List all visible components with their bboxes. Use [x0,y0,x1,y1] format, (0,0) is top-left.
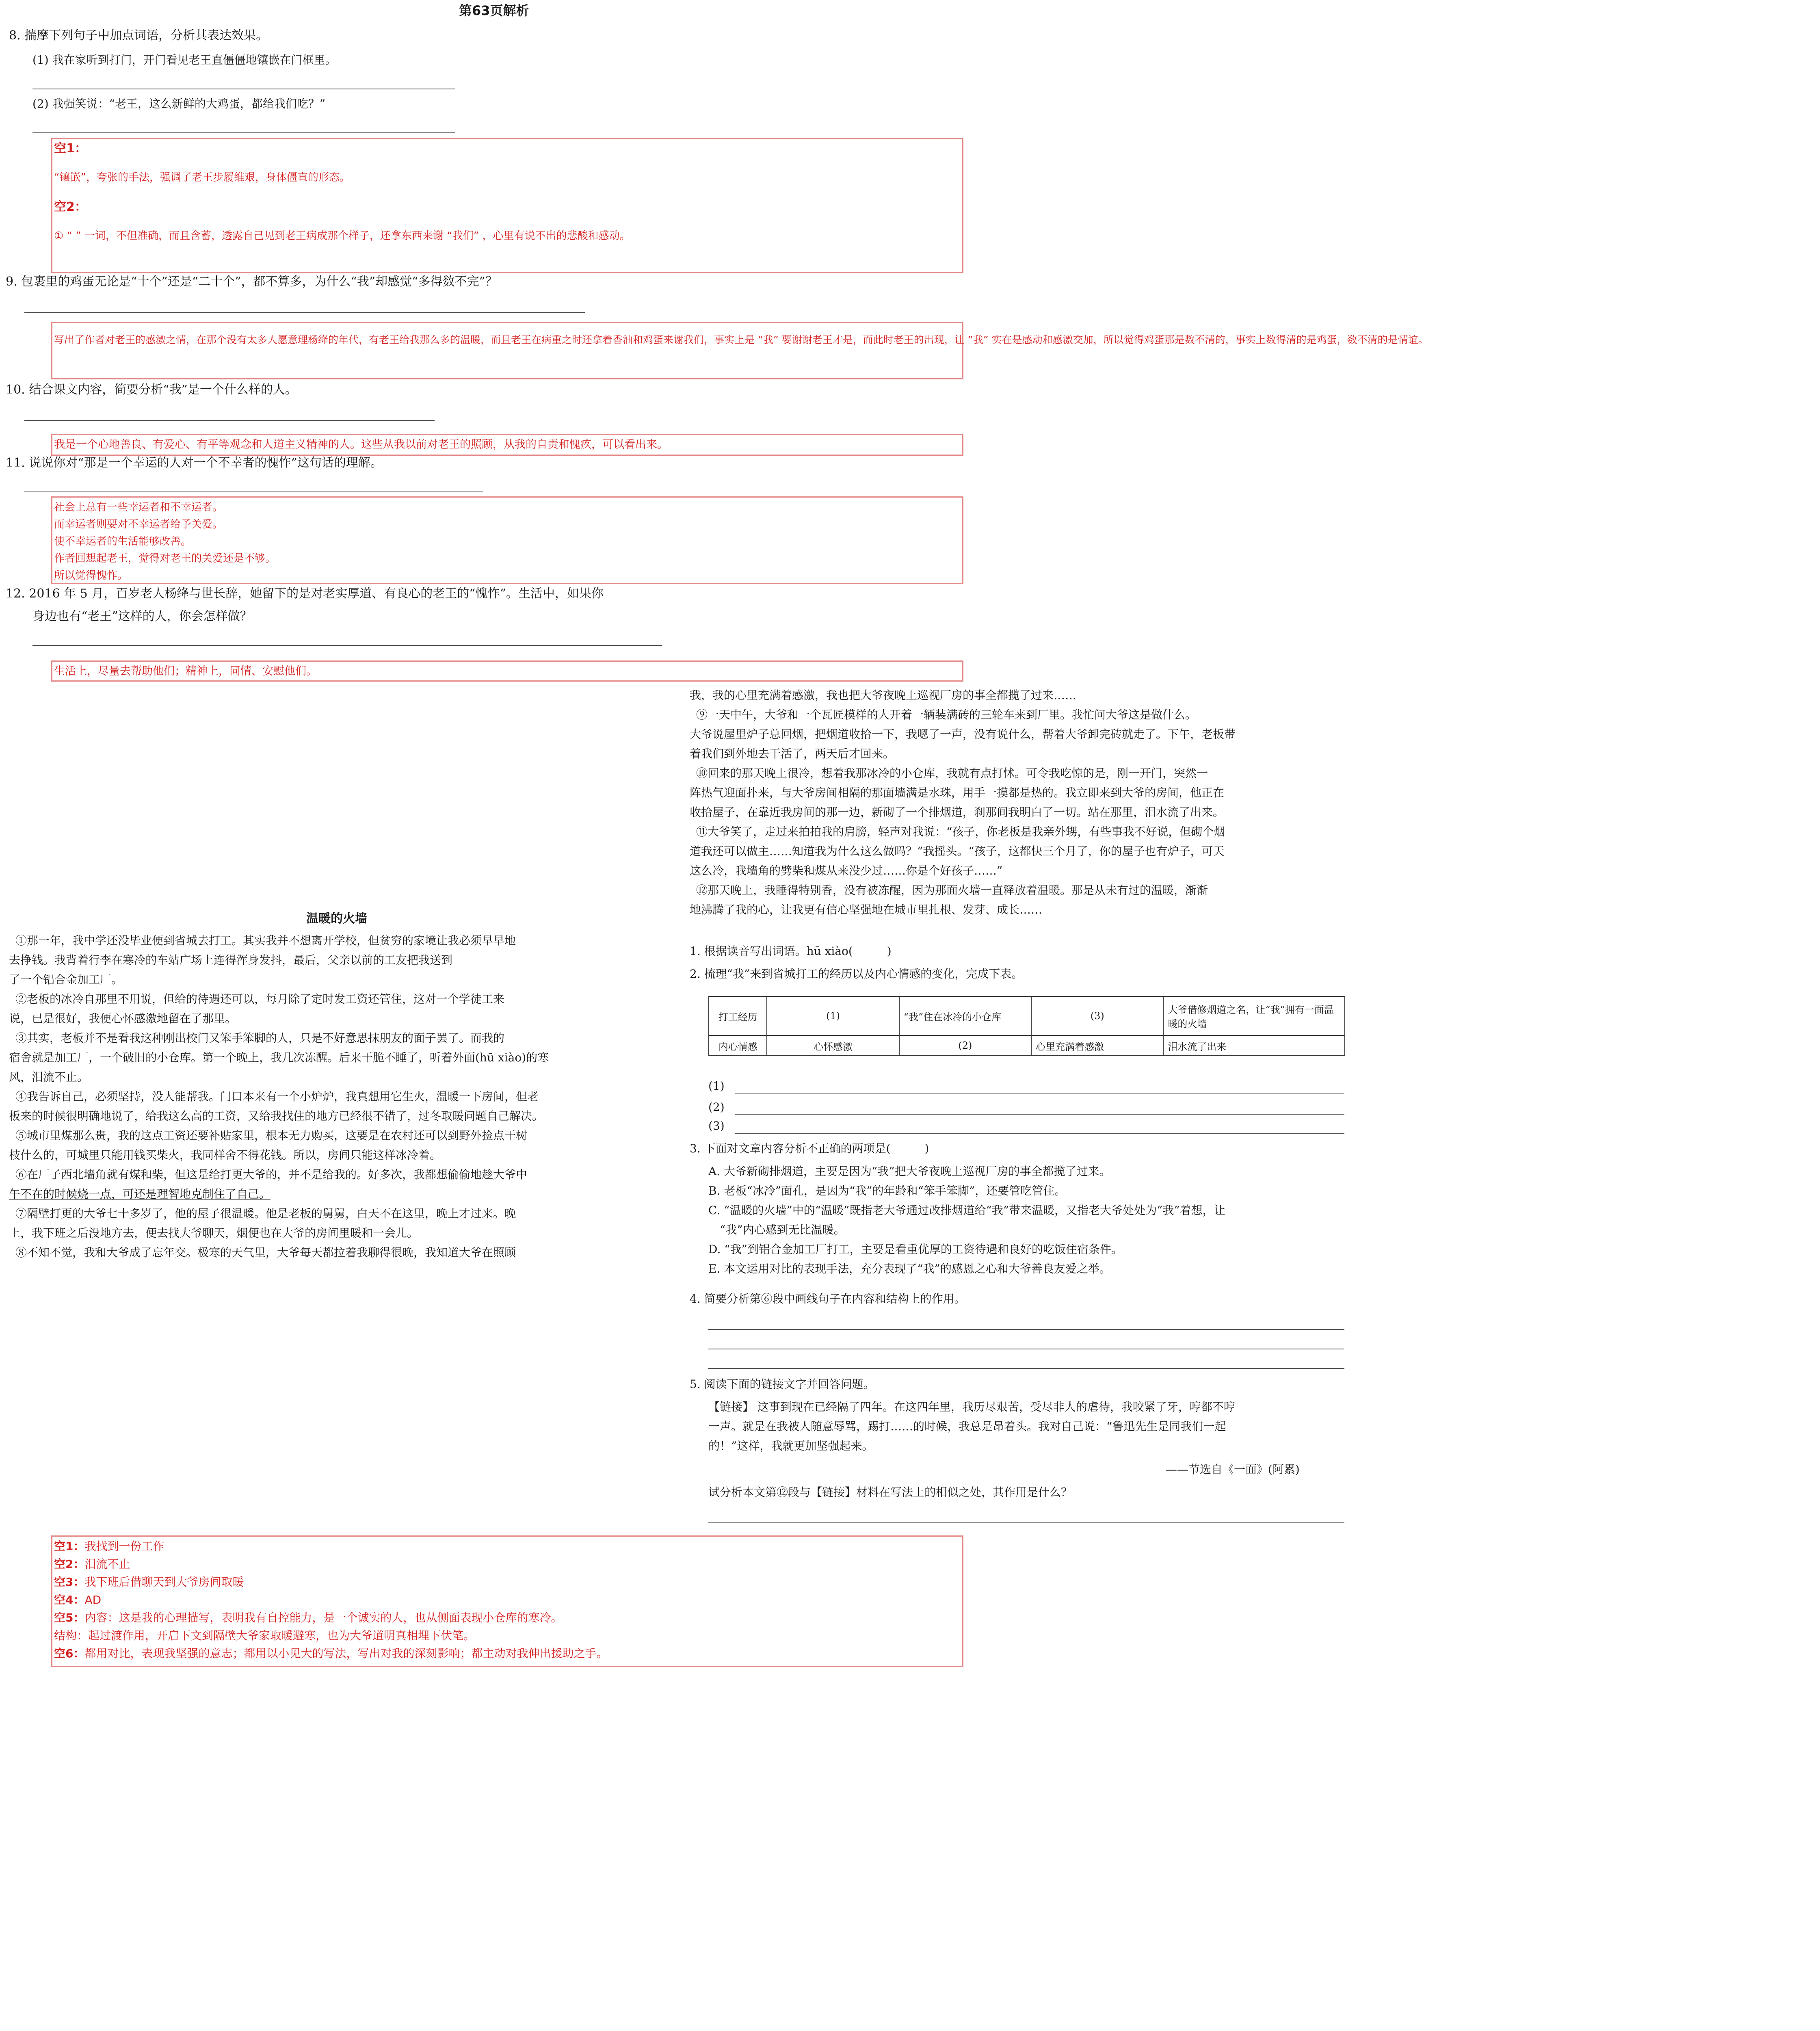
blank-2-answer: ① “ ” 一词，不但准确，而且含蓄，透露自己见到老王病成那个样子，还拿东西来谢 “我们” ，心里有说不出的悲酸和感动。 [54,230,630,242]
link-line: 的！”这样，我就更加坚强起来。 [708,1439,874,1453]
passage-line: 阵热气迎面扑来，与大爷房间相隔的那面墙满是水珠，用手一摸都是热的。我立即来到大爷的房间，他正在 [690,786,1225,799]
table-cell: (2) [899,1035,1031,1056]
passage-line: 这么冷，我墙角的劈柴和煤从来没少过……你是个好孩子……” [690,864,1003,877]
answer-line [24,312,585,313]
passage-line: 地沸腾了我的心，让我更有信心坚强地在城市里扎根、发芽、成长…… [690,903,1043,916]
question-5: 5. 阅读下面的链接文字并回答问题。 [690,1377,875,1391]
q10-stem: 10. 结合课文内容，简要分析“我”是一个什么样的人。 [6,383,297,397]
q11-answer-line: 社会上总有一些幸运者和不幸运者。 [54,501,223,513]
answer-row [54,1645,608,1663]
answer-line [735,1133,1344,1134]
answer-text: 泪流不止 [84,1557,130,1571]
table-cell: 大爷借修烟道之名，让“我”拥有一面温暖的火墙 [1163,996,1345,1035]
question-4: 4. 简要分析第⑥段中画线句子在内容和结构上的作用。 [690,1292,966,1306]
table-blank-3: (3) [708,1119,725,1132]
answer-text: 我下班后借聊天到大爷房间取暖 [84,1575,244,1589]
answer-line [24,420,435,421]
option-a: A. 大爷新砌排烟道，主要是因为“我”把大爷夜晚上巡视厂房的事全都揽了过来。 [708,1165,1111,1178]
answer-text: 内容：这是我的心理描写，表明我有自控能力，是一个诚实的人，也从侧面表现小仓库的寒冷。 [84,1611,563,1624]
table-blank-2: (2) [708,1100,725,1114]
answer-text: 都用对比，表现我坚强的意志；都用以小见大的写法，写出对我的深刻影响；都主动对我伸出援助之手。 [84,1647,608,1660]
passage-line: 着我们到外地去干活了，两天后才回来。 [690,747,895,760]
passage-line: ①那一年，我中学还没毕业便到省城去打工。其实我并不想离开学校，但贫穷的家境让我必须早早地 [15,934,516,947]
passage-line: ②老板的冰冷自那里不用说，但给的待遇还可以，每月除了定时发工资还管住，这对一个学徒工来 [15,992,505,1006]
passage-line: ④我告诉自己，必须坚持，没人能帮我。门口本来有一个小炉炉，我真想用它生火，温暖一下房间，但老 [15,1090,539,1103]
option-e: E. 本文运用对比的表现手法，充分表现了“我”的感恩之心和大爷善良友爱之举。 [708,1262,1111,1275]
q12-stem-line-2: 身边也有“老王”这样的人，你会怎样做？ [32,609,252,624]
passage-line: ⑤城市里煤那么贵，我的这点工资还要补贴家里，根本无力购买，这要是在农村还可以到野外捡点干树 [15,1129,528,1142]
q9-answer: 写出了作者对老王的感激之情，在那个没有太多人愿意理杨绛的年代，有老王给我那么多的温暖，而且老王在病重之时还拿着香油和鸡蛋来谢我们，事实上是 “我” 要谢谢老王才是，而此时老王的出现，让 “我” 实在是感动和感激交加，所以觉得鸡蛋那是数不清的，事实上数得清的是鸡蛋，数不清的是情谊。 [54,334,1428,346]
passage-line: ⑥在厂子西北墙角就有煤和柴，但这是给打更大爷的，并不是给我的。好多次，我都想偷偷地趁大爷中 [15,1168,528,1181]
answer-label: 空2： [54,1557,85,1571]
question-3-options [708,1162,1225,1279]
answer-label: 空1： [54,1539,85,1553]
question-2: 2. 梳理“我”来到省城打工的经历以及内心情感的变化，完成下表。 [690,967,1023,981]
answer-row [54,1537,164,1555]
passage-line: 大爷说屋里炉子总回烟，把烟道收拾一下，我嗯了一声，没有说什么，帮着大爷卸完砖就走了。下午，老板带 [690,728,1236,741]
q11-answer-box [51,496,963,584]
question-1: 1. 根据读音写出词语。hū xiào( ) [690,944,892,958]
answer-row [54,1591,101,1609]
link-material [708,1397,1235,1456]
q8-sentence-2: (2) 我强笑说：“老王，这么新鲜的大鸡蛋，都给我们吃？” [32,97,326,110]
table-cell: 心怀感激 [767,1035,899,1056]
q8-stem: 8. 揣摩下列句子中加点词语，分析其表达效果。 [9,28,268,43]
passage-line: 了一个铝合金加工厂。 [9,973,123,986]
answer-label: 空5： [54,1611,85,1624]
link-line: 一声。就是在我被人随意辱骂，踢打……的时候，我总是昂着头。我对自己说：“鲁迅先生是同我们一起 [708,1420,1226,1433]
answer-line [32,132,455,133]
question-5-ask: 试分析本文第⑫段与【链接】材料在写法上的相似之处，其作用是什么？ [708,1485,1073,1499]
link-source: ——节选自《一面》(阿累) [1166,1463,1300,1476]
passage-line: 说，已是很好，我便心怀感激地留在了那里。 [9,1012,237,1025]
passage-line: ⑫那天晚上，我睡得特别香，没有被冻醒，因为那面火墙一直释放着温暖。那是从未有过的温暖，渐渐 [696,883,1208,897]
q8-answer-box [51,138,963,273]
blank-1-answer: “镶嵌”，夸张的手法，强调了老王步履维艰，身体僵直的形态。 [54,171,350,184]
answer-text: 结构：起过渡作用，开启下文到隔壁大爷家取暖避寒，也为大爷道明真相埋下伏笔。 [54,1629,475,1642]
option-c-continued: “我”内心感到无比温暖。 [708,1223,845,1236]
experience-table [708,996,1345,1056]
answer-text: AD [84,1593,102,1607]
answer-label: 空6： [54,1647,85,1660]
answer-line [708,1522,1344,1523]
passage-line: 我，我的心里充满着感激，我也把大爷夜晚上巡视厂房的事全都揽了过来…… [690,689,1077,702]
table-row-label: 打工经历 [709,996,767,1035]
passage-right-column [690,686,1348,920]
passage-underlined-line: 午不在的时候烧一点，可还是理智地克制住了自己。 [9,1187,271,1201]
answer-text: 我找到一份工作 [84,1539,164,1553]
q10-answer: 我是一个心地善良、有爱心、有平等观念和人道主义精神的人。这些从我以前对老王的照顾，从我的自责和愧疚，可以看出来。 [54,438,668,451]
table-cell: “我”住在冰冷的小仓库 [899,996,1031,1035]
option-d: D. “我”到铝合金加工厂打工，主要是看重优厚的工资待遇和良好的吃饭住宿条件。 [708,1243,1123,1256]
passage-line: 去挣钱。我背着行李在寒冷的车站广场上连得浑身发抖，最后，父亲以前的工友把我送到 [9,953,453,967]
table-cell: 泪水流了出来 [1163,1035,1345,1056]
table-cell: 心里充满着感激 [1031,1035,1163,1056]
question-3: 3. 下面对文章内容分析不正确的两项是( ) [690,1142,929,1155]
link-line: 【链接】 这事到现在已经隔了四年。在这四年里，我历尽艰苦，受尽非人的虐待，我咬紧了牙，哼都不哼 [708,1400,1235,1414]
q12-stem-line-1: 12. 2016 年 5 月，百岁老人杨绛与世长辞，她留下的是对老实厚道、有良心的老王的“愧怍”。生活中，如果你 [6,587,604,601]
answer-row [54,1627,475,1645]
table-row-label: 内心情感 [709,1035,767,1056]
answer-line [32,645,662,646]
answer-label: 空4： [54,1593,85,1607]
table-cell: (1) [767,996,899,1035]
passage-title: 温暖的火墙 [306,912,367,926]
table-blank-1: (1) [708,1079,725,1093]
q12-answer-box [51,660,963,682]
q11-answer-line: 使不幸运者的生活能够改善。 [54,535,192,548]
passage-line: ⑪大爷笑了，走过来拍拍我的肩膀，轻声对我说：“孩子，你老板是我亲外甥，有些事我不好说，但砌个烟 [696,825,1225,838]
answer-label: 空3： [54,1575,85,1589]
q11-stem: 11. 说说你对“那是一个幸运的人对一个不幸者的愧怍”这句话的理解。 [6,456,383,470]
answer-line [735,1093,1344,1094]
passage-line: 枝什么的，可城里只能用钱买柴火，我同样舍不得花钱。所以，房间只能这样冰冷着。 [9,1148,441,1162]
option-c: C. “温暖的火墙”中的“温暖”既指老大爷通过改排烟道给“我”带来温暖，又指老大爷处处为“我”着想，让 [708,1204,1225,1217]
q9-answer-box [51,322,1428,379]
q11-answer-line: 作者回想起老王，觉得对老王的关爱还是不够。 [54,552,276,565]
passage-answer-box [51,1535,963,1667]
passage-line: ⑧不知不觉，我和大爷成了忘年交。极寒的天气里，大爷每天都拉着我聊得很晚，我知道大爷在照顾 [15,1246,516,1259]
answer-row [54,1555,130,1573]
passage-line: 收拾屋子，在靠近我房间的那一边，新砌了一个排烟道，刹那间我明白了一切。站在那里，泪水流了出来。 [690,805,1225,819]
answer-line [708,1368,1344,1369]
blank-2-label: 空2： [54,200,87,214]
passage-line: ⑨一天中午，大爷和一个瓦匠模样的人开着一辆装满砖的三轮车来到厂里。我忙问大爷这是做什么。 [696,708,1197,721]
passage-line: 道我还可以做主……知道我为什么这么做吗？”我摇头。“孩子，这都快三个月了，你的屋子也有炉子，可天 [690,844,1225,858]
answer-row [54,1609,563,1627]
passage-line: ⑦隔壁打更的大爷七十多岁了，他的屋子很温暖。他是老板的舅舅，白天不在这里，晚上才过来。晚 [15,1207,516,1220]
table-cell: (3) [1031,996,1163,1035]
answer-line [735,1114,1344,1115]
blank-1-label: 空1： [54,141,87,156]
passage-line: ③其实，老板并不是看我这种刚出校门又笨手笨脚的人，只是不好意思抹朋友的面子罢了。而我的 [15,1031,505,1045]
passage-left-column [9,931,667,1262]
passage-line: 宿舍就是加工厂，一个破旧的小仓库。第一个晚上，我几次冻醒。后来干脆不睡了，听着外面(hū xiào)的寒 [9,1051,549,1064]
q11-answer-line: 而幸运者则要对不幸运者给予关爱。 [54,518,223,530]
q8-sentence-1: (1) 我在家听到打门，开门看见老王直僵僵地镶嵌在门框里。 [32,53,337,67]
passage-line: 风，泪流不止。 [9,1070,89,1084]
q11-answer-line: 所以觉得愧怍。 [54,569,128,582]
passage-line: 上，我下班之后没地方去，便去找大爷聊天，烟便也在大爷的房间里暖和一会儿。 [9,1226,419,1240]
q12-answer: 生活上，尽量去帮助他们；精神上，同情、安慰他们。 [54,665,317,678]
q10-answer-box [51,434,963,456]
passage-line: ⑩回来的那天晚上很冷，想着我那冰冷的小仓库，我就有点打怵。可令我吃惊的是，刚一开门，突然一 [696,766,1208,780]
q9-stem: 9. 包裹里的鸡蛋无论是“十个”还是“二十个”，都不算多，为什么“我”却感觉“多得数不完”？ [6,275,498,289]
passage-line: 板来的时候很明确地说了，给我这么高的工资，又给我找住的地方已经很不错了，过冬取暖问题自己解决。 [9,1109,544,1123]
option-b: B. 老板“冰冷”面孔，是因为“我”的年龄和“笨手笨脚”，还要管吃管住。 [708,1184,1066,1197]
page-title: 第63页解析 [459,3,529,18]
answer-row [54,1573,244,1591]
answer-line [708,1329,1344,1330]
